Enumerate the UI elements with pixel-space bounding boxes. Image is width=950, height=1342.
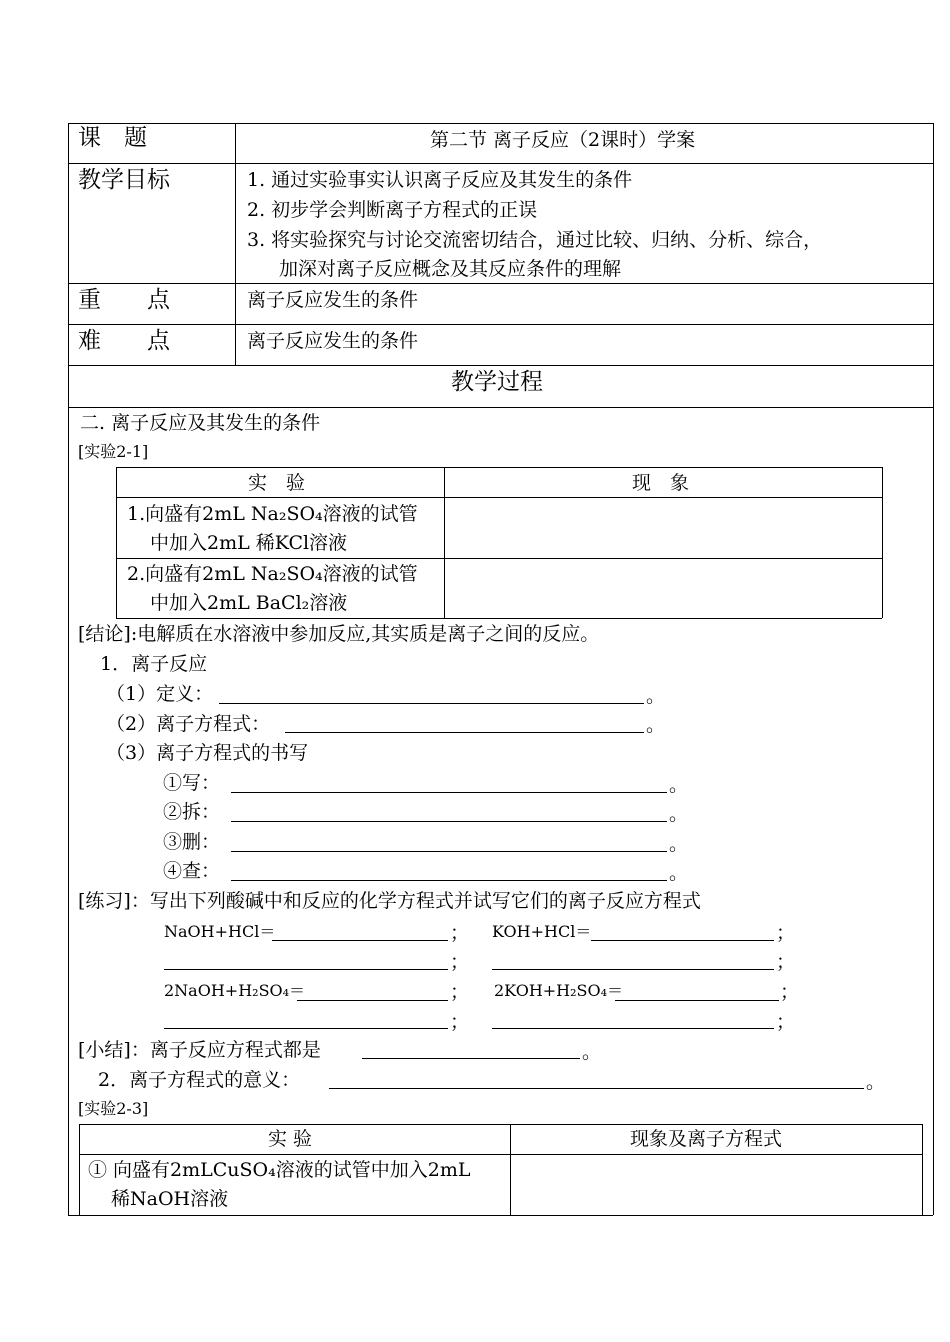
- experiment-label: [实验2-1]: [78, 442, 149, 461]
- blank-line[interactable]: [231, 880, 667, 881]
- step-label: ④查：: [163, 860, 221, 882]
- blank-line[interactable]: [297, 1000, 448, 1001]
- goal-item-continued: 加深对离子反应概念及其反应条件的理解: [279, 258, 622, 280]
- goal-item: 2. 初步学会判断离子方程式的正误: [247, 199, 538, 221]
- semicolon: ；: [776, 951, 796, 973]
- exp-table-border: [510, 1124, 511, 1215]
- exp-row-text: 1.向盛有2mL Na₂SO₄溶液的试管: [127, 503, 418, 525]
- blank-line[interactable]: [164, 969, 448, 970]
- blank-line[interactable]: [591, 940, 774, 941]
- exp-row-text: 中加入2mL 稀KCl溶液: [150, 532, 348, 554]
- period: 。: [669, 774, 689, 796]
- equation-prompt: 2KOH+H₂SO₄＝: [494, 981, 624, 1000]
- blank-line[interactable]: [219, 703, 644, 704]
- definition-label: （1）定义：: [106, 683, 214, 705]
- table-right-border: [933, 123, 934, 1215]
- goals-label: 教学目标: [78, 167, 170, 193]
- blank-line[interactable]: [164, 1028, 448, 1029]
- semicolon: ；: [450, 922, 470, 944]
- step-label: ②拆：: [163, 801, 221, 823]
- exp-table-border: [116, 558, 882, 559]
- key-point-label: 重 点: [78, 287, 170, 313]
- writing-steps-title: （3）离子方程式的书写: [106, 742, 309, 764]
- exp-row-text: 中加入2mL BaCl₂溶液: [150, 592, 348, 614]
- table-bottom-border: [68, 1215, 933, 1216]
- blank-line[interactable]: [492, 1028, 774, 1029]
- summary-text: [小结]：离子反应方程式都是: [78, 1039, 321, 1061]
- equation-label: （2）离子方程式：: [106, 713, 271, 735]
- semicolon: ；: [776, 1011, 796, 1033]
- table-row-divider: [68, 407, 933, 408]
- table-row-divider: [68, 163, 933, 164]
- exp-row-text: ① 向盛有2mLCuSO₄溶液的试管中加入2mL: [88, 1159, 471, 1181]
- difficult-point-value: 离子反应发生的条件: [247, 330, 419, 352]
- blank-line[interactable]: [231, 851, 667, 852]
- table-column-divider: [235, 123, 236, 365]
- exp-col-header: 现 象: [632, 472, 690, 494]
- period: 。: [646, 714, 666, 736]
- blank-line[interactable]: [492, 969, 774, 970]
- key-point-value: 离子反应发生的条件: [247, 289, 419, 311]
- conclusion-text: [结论]:电解质在水溶液中参加反应,其实质是离子之间的反应。: [78, 623, 600, 645]
- exp-table-border: [79, 1124, 922, 1125]
- period: 。: [669, 833, 689, 855]
- equation-prompt: KOH+HCl＝: [492, 922, 592, 941]
- exp-table-border: [79, 1154, 922, 1155]
- goal-item: 1. 通过实验事实认识离子反应及其发生的条件: [247, 169, 633, 191]
- exp-col-header: 现象及离子方程式: [630, 1128, 783, 1150]
- blank-line[interactable]: [285, 732, 644, 733]
- exp-table-border: [882, 467, 883, 618]
- semicolon: ；: [450, 1011, 470, 1033]
- period: 。: [866, 1071, 886, 1093]
- period: 。: [669, 803, 689, 825]
- period: 。: [646, 685, 666, 707]
- exp-col-header: 实 验: [248, 472, 306, 494]
- period: 。: [582, 1041, 602, 1063]
- semicolon: ；: [450, 981, 470, 1003]
- goal-item: 3. 将实验探究与讨论交流密切结合，通过比较、归纳、分析、综合，: [247, 229, 823, 251]
- exp-table-border: [79, 1124, 80, 1215]
- experiment-label: [实验2-3]: [78, 1099, 149, 1118]
- section-title: 二. 离子反应及其发生的条件: [80, 412, 321, 434]
- exp-table-border: [116, 618, 882, 619]
- meaning-label: 2．离子方程式的意义：: [98, 1069, 301, 1091]
- topic-label: 课 题: [78, 125, 147, 151]
- table-left-border: [68, 123, 69, 1215]
- blank-line[interactable]: [362, 1058, 580, 1059]
- page-title: 第二节 离子反应（2课时）学案: [430, 129, 696, 151]
- table-row-divider: [68, 283, 933, 284]
- process-title: 教学过程: [451, 369, 543, 395]
- step-label: ③删：: [163, 831, 221, 853]
- exp-table-border: [116, 497, 882, 498]
- practice-title: [练习]：写出下列酸碱中和反应的化学方程式并试写它们的离子反应方程式: [78, 890, 701, 912]
- blank-line[interactable]: [615, 1000, 779, 1001]
- equation-prompt: 2NaOH+H₂SO₄＝: [164, 981, 306, 1000]
- blank-line[interactable]: [329, 1088, 864, 1089]
- semicolon: ；: [776, 922, 796, 944]
- step-label: ①写：: [163, 772, 221, 794]
- blank-line[interactable]: [272, 940, 448, 941]
- exp-row-text: 2.向盛有2mL Na₂SO₄溶液的试管: [127, 563, 418, 585]
- semicolon: ；: [780, 981, 800, 1003]
- table-top-border: [68, 123, 933, 124]
- blank-line[interactable]: [231, 792, 667, 793]
- difficult-point-label: 难 点: [78, 328, 170, 354]
- semicolon: ；: [450, 951, 470, 973]
- exp-col-header: 实 验: [268, 1128, 313, 1150]
- exp-table-border: [116, 467, 882, 468]
- blank-line[interactable]: [231, 821, 667, 822]
- equation-prompt: NaOH+HCl＝: [164, 922, 276, 941]
- exp-table-border: [922, 1124, 923, 1215]
- exp-row-text: 稀NaOH溶液: [111, 1188, 229, 1210]
- subsection-title: 1．离子反应: [100, 653, 208, 675]
- period: 。: [669, 862, 689, 884]
- table-row-divider: [68, 365, 933, 366]
- exp-table-border: [116, 467, 117, 618]
- exp-table-border: [444, 467, 445, 618]
- table-row-divider: [68, 324, 933, 325]
